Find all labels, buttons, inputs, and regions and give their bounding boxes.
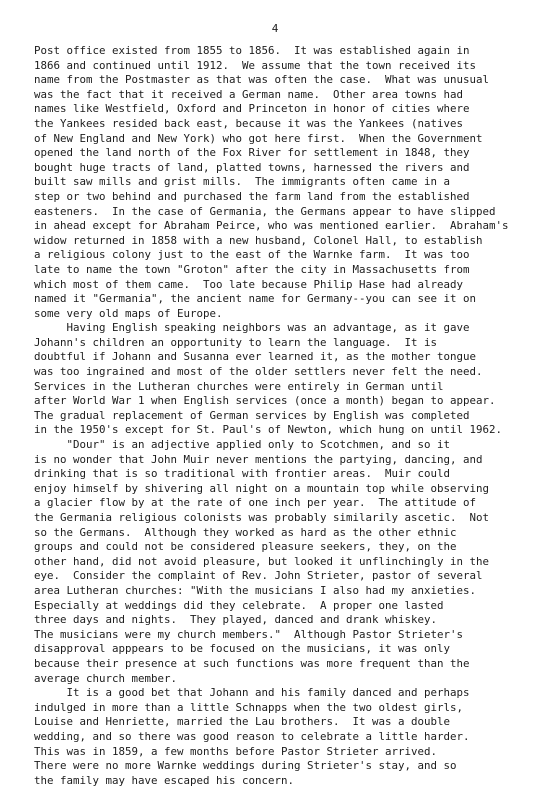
text-line: because their presence at such functions was more frequent than the — [34, 656, 470, 670]
text-line: eye. Consider the complaint of Rev. John Strieter, pastor of several — [34, 569, 483, 583]
text-line: is no wonder that John Muir never mentions the partying, dancing, and — [34, 452, 483, 466]
text-line: in ahead except for Abraham Peirce, who was mentioned earlier. Abraham's — [34, 219, 509, 233]
text-line: Especially at weddings did they celebrate. A proper one lasted — [34, 598, 444, 612]
text-line: Having English speaking neighbors was an advantage, as it gave — [34, 321, 470, 335]
text-line: which most of them came. Too late because Philip Hase had already — [34, 277, 464, 291]
text-line: groups and could not be considered pleasure seekers, they, on the — [34, 540, 457, 554]
text-line: Louise and Henriette, married the Lau brothers. It was a double — [34, 715, 451, 729]
text-line: enjoy himself by shivering all night on a mountain top while observing — [34, 481, 490, 495]
text-line: bought huge tracts of land, platted towns, harnessed the rivers and — [34, 160, 470, 174]
text-line: area Lutheran churches: "With the musicians I also had my anxieties. — [34, 583, 477, 597]
text-line: easteners. In the case of Germania, the Germans appear to have slipped — [34, 204, 496, 218]
text-line: name from the Postmaster as that was often the case. What was unusual — [34, 73, 490, 87]
text-line: late to name the town "Groton" after the city in Massachusetts from — [34, 262, 470, 276]
body-text — [34, 44, 534, 788]
text-line: disapproval apppears to be focused on the musicians, it was only — [34, 642, 451, 656]
page-number: 4 — [271, 22, 279, 35]
text-line: opened the land north of the Fox River for settlement in 1848, they — [34, 146, 470, 160]
text-line: widow returned in 1858 with a new husband, Colonel Hall, to establish — [34, 233, 483, 247]
text-line: a religious colony just to the east of the Warnke farm. It was too — [34, 248, 470, 262]
text-line: The musicians were my church members." Although Pastor Strieter's — [34, 627, 464, 641]
text-line: "Dour" is an adjective applied only to Scotchmen, and so it — [34, 438, 451, 452]
text-line: drinking that is so traditional with frontier areas. Muir could — [34, 467, 451, 481]
text-line: the family may have escaped his concern. — [34, 773, 295, 787]
text-line: Post office existed from 1855 to 1856. It was established again in — [34, 44, 470, 57]
text-line: Johann's children an opportunity to learn the language. It is — [34, 335, 438, 349]
text-line: other hand, did not avoid pleasure, but looked it unflinchingly in the — [34, 554, 490, 568]
text-line: the Germania religious colonists was probably similarily ascetic. Not — [34, 511, 490, 524]
text-line: names like Westfield, Oxford and Princeton in honor of cities where — [34, 102, 470, 116]
text-line: so the Germans. Although they worked as hard as the other ethnic — [34, 525, 457, 539]
text-line: average church member. — [34, 671, 178, 685]
text-line: some very old maps of Europe. — [34, 306, 223, 320]
text-line: wedding, and so there was good reason to celebrate a little harder. — [34, 729, 470, 743]
text-line: doubtful if Johann and Susanna ever learned it, as the mother tongue — [34, 350, 477, 364]
text-line: step or two behind and purchased the farm land from the established — [34, 189, 470, 203]
text-line: 1866 and continued until 1912. We assume that the town received its — [34, 58, 477, 72]
text-line: a glacier flow by at the rate of one inch per year. The attitude of — [34, 496, 477, 510]
text-line: built saw mills and grist mills. The immigrants often came in a — [34, 175, 451, 189]
text-line: three days and nights. They played, danced and drank whiskey. — [34, 613, 438, 627]
text-line: of New England and New York) who got here first. When the Government — [34, 131, 483, 145]
text-line: was too ingrained and most of the older settlers never felt the need. — [34, 365, 483, 379]
text-line: was the fact that it received a German name. Other area towns had — [34, 87, 464, 101]
text-line: the Yankees resided back east, because it was the Yankees (natives — [34, 116, 464, 130]
text-line: in the 1950's except for St. Paul's of Newton, which hung on until 1962. — [34, 423, 503, 437]
text-line: Services in the Lutheran churches were entirely in German until — [34, 379, 444, 393]
text-line: There were no more Warnke weddings during Strieter's stay, and so — [34, 759, 457, 773]
text-line: named it "Germania", the ancient name for Germany--you can see it on — [34, 292, 477, 306]
text-line: It is a good bet that Johann and his family danced and perhaps — [34, 686, 470, 700]
text-line: The gradual replacement of German services by English was completed — [34, 408, 470, 422]
text-line: indulged in more than a little Schnapps when the two oldest girls, — [34, 700, 464, 714]
text-line: after World War 1 when English services (once a month) began to appear. — [34, 394, 496, 408]
text-line: This was in 1859, a few months before Pastor Strieter arrived. — [34, 744, 438, 758]
